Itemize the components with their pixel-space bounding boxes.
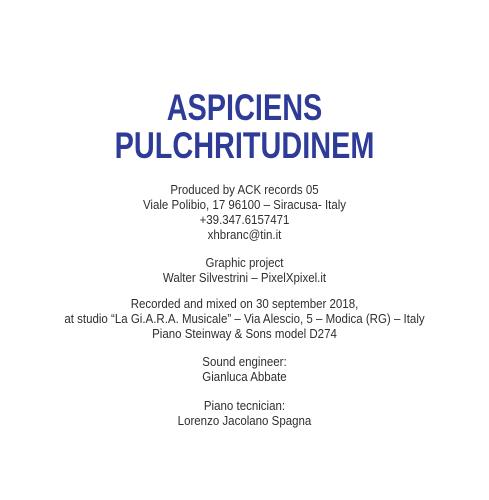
recording-credits — [0, 297, 489, 342]
producer-email: xhbranc@tin.it — [207, 228, 282, 242]
piano-technician-name: Lorenzo Jacolano Spagna — [177, 414, 312, 428]
recording-date: Recorded and mixed on 30 september 2018, — [130, 297, 359, 311]
graphic-credits — [0, 256, 489, 286]
album-title-line-2: PULCHRITUDINEM — [114, 125, 375, 166]
producer-name: Produced by ACK records 05 — [170, 183, 319, 197]
sound-engineer-name: Gianluca Abbate — [202, 370, 287, 384]
sound-engineer-label: Sound engineer: — [202, 355, 287, 369]
recording-piano: Piano Steinway & Sons model D274 — [152, 327, 337, 341]
producer-credits — [0, 183, 489, 243]
producer-address: Viale Polibio, 17 96100 – Siracusa- Italy — [142, 198, 347, 212]
graphic-label: Graphic project — [205, 256, 284, 270]
graphic-designer: Walter Silvestrini – PixelXpixel.it — [162, 271, 327, 285]
album-title-line-1: ASPICIENS — [166, 87, 323, 128]
piano-technician-credits — [0, 399, 489, 429]
piano-technician-label: Piano tecnician: — [203, 399, 286, 413]
sound-engineer-credits — [0, 355, 489, 385]
recording-studio: at studio “La Gi.A.R.A. Musicale” – Via Alescio, 5 – Modica (RG) – Italy — [64, 312, 425, 326]
producer-phone: +39.347.6157471 — [199, 213, 290, 227]
